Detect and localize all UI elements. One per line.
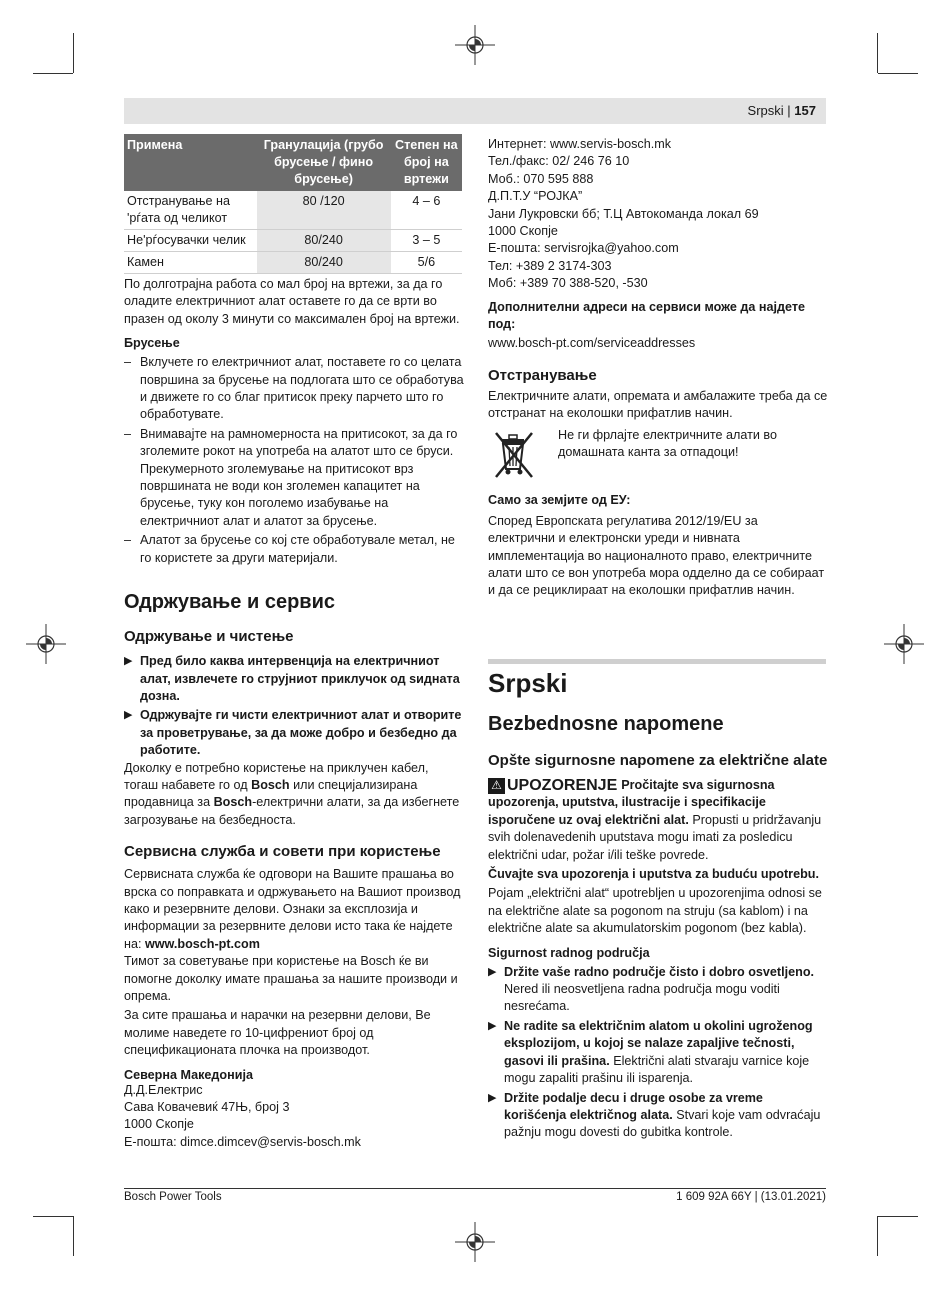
table-cell: Отстранување на 'рѓата од челикот: [124, 191, 257, 230]
text-run: или специјализирана продавница за: [124, 777, 418, 810]
header-separator: |: [787, 103, 791, 118]
triangle-bullet-icon: ▶: [488, 1019, 497, 1032]
section-heading: Sigurnost radnog područja: [488, 945, 650, 960]
text-run: Сервисната служба ќе одговори на Вашите прашања во врска со поправката и одржувањето на Вашиот производ како и резервните делови. Ознаки за експлозија и информации за резервните делови исто така ќе најдете на:: [124, 867, 461, 951]
language-divider: [488, 659, 826, 664]
table-cell: 4 – 6: [391, 191, 462, 230]
paragraph: Електричните алати, опремата и амбалажите треба да се отстранат на еколошки прифатлив начин.: [488, 388, 828, 421]
section-title: Одржување и сервис: [124, 591, 335, 614]
service-url[interactable]: www.bosch-pt.com/serviceaddresses: [488, 336, 696, 351]
warning-bold-text: Ne radite sa električnim alatom u okolini ugroženog eksplozijom, u kojoj se nalaze zapaljive tečnosti, gasovi ili prašina.: [504, 1018, 813, 1068]
table-row: [124, 230, 462, 252]
warning-item: [124, 653, 464, 705]
address-line: E-пошта: servisrojka@yahoo.com: [488, 241, 679, 256]
address-line: 1000 Скопје: [488, 224, 558, 239]
brand-name: Bosch: [251, 777, 290, 792]
registration-mark-top: [455, 25, 495, 65]
page-header: [124, 98, 826, 124]
footer-left: Bosch Power Tools: [124, 1191, 222, 1203]
header-language: Srpski: [747, 103, 784, 118]
warning-triangle-icon: ⚠: [488, 778, 505, 794]
registration-mark-right: [884, 624, 924, 664]
page-number: 157: [794, 103, 816, 118]
table-cell: 3 – 5: [391, 230, 462, 252]
triangle-bullet-icon: ▶: [488, 965, 497, 978]
crop-mark: [877, 1216, 878, 1256]
address-line: Интернет: www.servis-bosch.mk: [488, 137, 672, 151]
serbian-section: [488, 668, 828, 1142]
text-run: -електрични алати, за да избегнете загрозување на безбедноста.: [124, 795, 460, 827]
triangle-bullet-icon: ▶: [124, 709, 133, 722]
section-heading: Дополнителни адреси на сервиси може да најдете под:: [488, 299, 806, 332]
warning-bold-text: Držite vaše radno područje čisto i dobro osvetljeno.: [504, 964, 815, 979]
table-header-row: [124, 134, 462, 191]
header-text: [748, 103, 816, 118]
address-line: Моб.: 070 595 888: [488, 171, 594, 186]
warning-item: [124, 707, 464, 759]
section-heading: Брусење: [124, 336, 180, 351]
crop-mark: [33, 73, 73, 74]
address-line: Тел: +389 2 3174-303: [488, 258, 612, 273]
disposal-notice: [488, 427, 828, 487]
table-cell: Камен: [124, 252, 257, 274]
table-cell: 5/6: [391, 252, 462, 274]
keep-instructions: [488, 866, 828, 883]
right-column: [488, 136, 828, 600]
warning-item: [488, 1018, 828, 1088]
table-cell: Не'рѓосувачки челик: [124, 230, 257, 252]
text-run: Доколку е потребно користење на приклучен кабел, тогаш набавете го од: [124, 760, 429, 792]
warning-label: [488, 777, 617, 794]
subsection-title: Сервисна служба и совети при користење: [124, 843, 441, 861]
address-line: Сава Ковачевиќ 47Њ, број 3: [124, 1100, 290, 1115]
crop-mark: [877, 33, 878, 73]
country-heading: Северна Македонија: [124, 1067, 253, 1082]
crop-mark: [73, 1216, 74, 1256]
keep-text: Čuvajte sva upozorenja i uputstva za buduću upotrebu.: [488, 867, 819, 882]
warning-text: Stvari koje vam odvraćaju pažnju mogu dovesti do gubitka kontrole.: [504, 1107, 821, 1140]
list-item: – Внимавајте на рамномерноста на притисокот, за да го зголемите рокот на употреба на алатот што се бруси. Прекумерното зголемување на притисокот врз површината не води кон зголемен капацитет на брусење, туку кон поголемо изабување на електричниот алат и алатот за брусење.: [124, 426, 464, 530]
paragraph: [124, 866, 464, 953]
footer-right: 1 609 92A 66Y | (13.01.2021): [676, 1191, 826, 1203]
table-cell: 80/240: [257, 252, 391, 274]
warning-label-text: UPOZORENJE: [507, 777, 618, 794]
subsection-title: Opšte sigurnosne napomene za električne alate: [488, 752, 828, 769]
language-title: Srpski: [488, 668, 568, 698]
paragraph: За сите прашања и нарачки на резервни делови, Ве молиме наведете го 10-цифрениот број од спецификационата плочка на производот.: [124, 1008, 431, 1058]
warning-text: Propusti u pridržavanju svih dolenavedenih uputstava mogu imati za posledicu električni udar, požar i/ili teške povrede.: [488, 812, 822, 862]
warning-block: [488, 777, 828, 864]
table-row: [124, 191, 462, 230]
registration-mark-bottom: [455, 1222, 495, 1262]
address-line: Д.П.Т.У “РОЈКА”: [488, 189, 583, 204]
section-heading: Само за земјите од ЕУ:: [488, 492, 631, 507]
address-line: Моб: +389 70 388-520, -530: [488, 276, 648, 291]
grit-table: [124, 134, 462, 274]
address-line: E-пошта: dimce.dimcev@servis-bosch.mk: [124, 1134, 361, 1149]
list-item: – Алатот за брусење со кој сте обработувале метал, не го користете за други материјали.: [124, 532, 464, 567]
table-header: Степен на број на вртежи: [391, 134, 462, 191]
list-item: – Вклучете го електричниот алат, поставете го со целата површина за брусење на подлогата што се обработува и движете го со благ притисок преку парчето што го обработувате.: [124, 354, 464, 424]
table-row: [124, 252, 462, 274]
paragraph: [124, 760, 464, 830]
address-line: Јани Лукровски бб; Т.Ц Автокоманда локал 69: [488, 206, 759, 221]
warning-text: Пред било каква интервенција на електричниот алат, извлечете го струјниот приклучок од ѕидната дозна.: [140, 654, 460, 703]
address-line: 1000 Скопје: [124, 1117, 194, 1132]
address-line: Тел./факс: 02/ 246 76 10: [488, 154, 630, 169]
bin-warning-text: Не ги фрлајте електричните алати во домашната канта за отпадоци!: [558, 427, 777, 460]
warning-item: [488, 964, 828, 1016]
table-header: Примена: [124, 134, 257, 191]
left-column: [124, 134, 464, 1151]
warning-bold-text: Pročitajte sva sigurnosna upozorenja, uputstva, ilustracije i specifikacije isporučene uz ovaj električni alat.: [488, 778, 775, 827]
warning-text: Одржувајте ги чисти електричниот алат и отворите за проветрување, за да може добро и безбедно да работите.: [140, 708, 462, 758]
warning-text: Električni alati stvaraju varnice koje mogu zapaliti prašinu ili isparenja.: [504, 1053, 810, 1086]
triangle-bullet-icon: ▶: [124, 655, 133, 668]
address-line: Д.Д.Електрис: [124, 1082, 203, 1097]
registration-mark-left: [26, 624, 66, 664]
warning-bold-text: Držite podalje decu i druge osobe za vreme korišćenja električnog alata.: [504, 1090, 763, 1122]
paragraph: Тимот за советување при користење на Bosch ќе ви помогне доколку имате прашања за нашите производи и опрема.: [124, 954, 458, 1003]
table-header: Гранулација (грубо брусење / фино брусење): [257, 134, 391, 191]
triangle-bullet-icon: ▶: [488, 1091, 497, 1104]
paragraph: Според Европската регулатива 2012/19/EU за електрични и електронски уреди и нивната имплементација во националното право, електричните алати што се вон употреба мора одделно да се собираат и да се рециклираат на еколошки прифатлив начин.: [488, 513, 825, 598]
crop-mark: [73, 33, 74, 73]
warning-item: [488, 1090, 828, 1142]
subsection-title: Отстранување: [488, 366, 597, 384]
paragraph: Pojam „električni alat“ upotrebljen u upozorenjima odnosi se na električne alate sa pogonom na struju (sa kablom) i na električne alate sa akumulatorskim pogonom (bez kabla).: [488, 886, 822, 936]
warning-text: Nered ili neosvetljena radna područja mogu voditi nesrećama.: [504, 982, 780, 1014]
crop-mark: [878, 73, 918, 74]
website-link[interactable]: www.bosch-pt.com: [144, 936, 260, 951]
subsection-title: Одржување и чистење: [124, 628, 294, 646]
table-cell: 80/240: [257, 230, 391, 252]
brand-name: Bosch: [213, 795, 253, 810]
section-title: Bezbednosne napomene: [488, 713, 724, 735]
crop-mark: [878, 1216, 918, 1217]
crossed-bin-icon: [490, 429, 538, 481]
footer-rule: [124, 1188, 826, 1189]
paragraph: По долготрајна работа со мал број на вртежи, за да го оладите електричниот алат оставете го да се врти во празен од околу 3 минути со максимален број на вртежи.: [124, 277, 460, 326]
crop-mark: [33, 1216, 73, 1217]
table-cell: 80 /120: [257, 191, 391, 230]
